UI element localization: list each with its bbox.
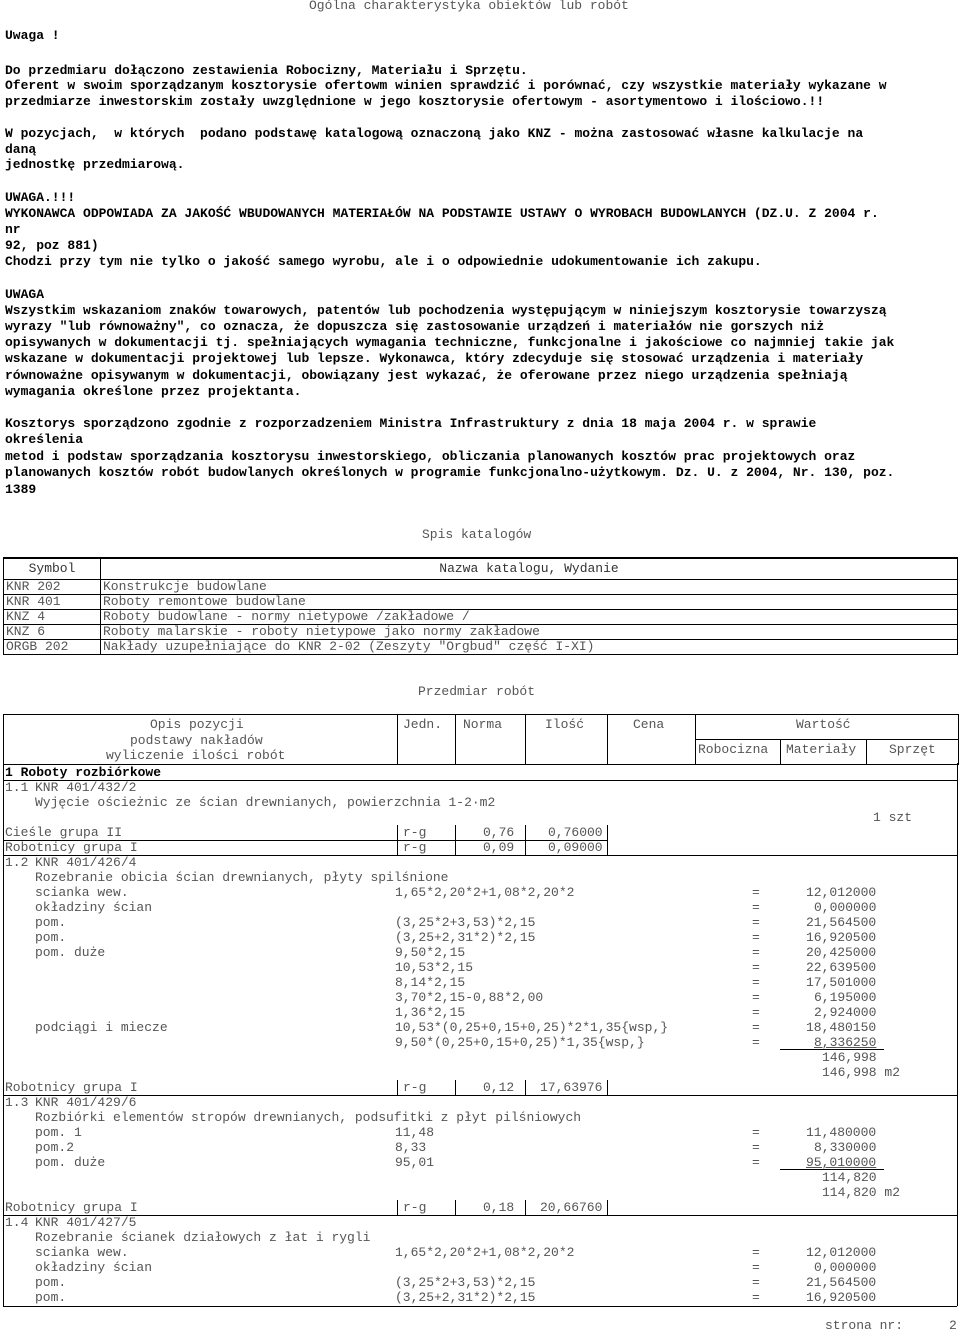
catalog-name: Roboty remontowe budowlane [101, 595, 958, 610]
header-podstawy: podstawy nakładów [130, 733, 263, 748]
item-base: KNR 401/426/4 [35, 855, 137, 870]
labor-norma: 0,18 [483, 1200, 515, 1215]
catalog-row [4, 610, 958, 625]
calc-value: 0,000000 [814, 1260, 877, 1275]
labor-unit: r-g [403, 1080, 427, 1095]
calc-equals: = [752, 1005, 760, 1020]
item-description: Wyjęcie ościeżnic ze ścian drewnianych, powierzchnia 1-2·m2 [35, 795, 496, 810]
header-materialy: Materiały [786, 742, 857, 757]
note-line: wskazane w dokumentacji projektowej lub lepsze. Wykonawca, który zdecyduje się stosować urządzenia i materiały [5, 351, 864, 366]
note-line: UWAGA [5, 287, 45, 302]
labor-unit: r-g [403, 1200, 427, 1215]
calc-expression: (3,25*2+3,53)*2,15 [395, 915, 536, 930]
calc-expression: 1,36*2,15 [395, 1005, 466, 1020]
calc-expression: 8,14*2,15 [395, 975, 466, 990]
calc-value: 12,012000 [806, 885, 877, 900]
calc-sum: 146,998 [822, 1050, 877, 1065]
calc-label: pom. [35, 930, 67, 945]
item-base: KNR 401/429/6 [35, 1095, 137, 1110]
calc-label: scianka wew. [35, 1245, 129, 1260]
item-base: KNR 401/427/5 [35, 1215, 137, 1230]
page-number: 2 [949, 1318, 957, 1333]
calc-equals: = [752, 960, 760, 975]
calc-label: scianka wew. [35, 885, 129, 900]
section-title: 1 Roboty rozbiórkowe [5, 765, 162, 780]
note-line: wyrazy "lub równoważny", co oznacza, że dopuszcza się zastosowanie urządzeń i materiałów nie gorszych niż [5, 319, 825, 334]
catalog-symbol: KNR 401 [4, 595, 101, 610]
calc-equals: = [752, 1245, 760, 1260]
labor-name: Robotnicy grupa I [5, 1080, 138, 1095]
calc-equals: = [752, 1155, 760, 1170]
calc-equals: = [752, 1260, 760, 1275]
labor-ilosc: 20,66760 [540, 1200, 603, 1215]
item-description: Rozebranie ścianek działowych z łat i rygli [35, 1230, 371, 1245]
note-line: jednostkę przedmiarową. [5, 157, 185, 172]
calc-equals: = [752, 1140, 760, 1155]
calc-label: okładziny ścian [35, 1260, 153, 1275]
calc-label: okładziny ścian [35, 900, 153, 915]
catalog-table [3, 557, 958, 655]
calc-label: pom. [35, 915, 67, 930]
calc-expression: 10,53*(0,25+0,15+0,25)*2*1,35{wsp,} [395, 1020, 669, 1035]
calc-equals: = [752, 915, 760, 930]
catalog-name: Konstrukcje budowlane [101, 580, 958, 595]
catalog-header-symbol: Symbol [4, 558, 101, 580]
calc-value: 11,480000 [806, 1125, 877, 1140]
labor-unit: r-g [403, 825, 427, 840]
calc-expression: 11,48 [395, 1125, 435, 1140]
item-description: Rozbiórki elementów stropów drewnianych, podsufitki z płyt pilśniowych [35, 1110, 582, 1125]
calc-value: 20,425000 [806, 945, 877, 960]
calc-label: pom. [35, 1290, 67, 1305]
catalog-row [4, 580, 958, 595]
header-opis: Opis pozycji [150, 717, 244, 732]
item-base: KNR 401/432/2 [35, 780, 137, 795]
labor-norma: 0,12 [483, 1080, 515, 1095]
calc-value: 22,639500 [806, 960, 877, 975]
calc-label: podciągi i miecze [35, 1020, 168, 1035]
calc-expression: (3,25+2,31*2)*2,15 [395, 930, 536, 945]
note-line: planowanych kosztów robót budowlanych określonych w programie funkcjonalno-użytkowym. Dz. U. z 2004, Nr. 130, poz. [5, 465, 895, 480]
header-wartosc: Wartość [796, 717, 851, 732]
item-total: 146,998 m2 [822, 1065, 901, 1080]
calc-equals: = [752, 990, 760, 1005]
note-line: Do przedmiaru dołączono zestawienia Robocizny, Materiału i Sprzętu. [5, 63, 528, 78]
labor-norma: 0,09 [483, 840, 515, 855]
item-number: 1.1 [5, 780, 29, 795]
note-line: 92, poz 881) [5, 238, 99, 253]
warning-heading: Uwaga ! [5, 28, 60, 43]
calc-value: 2,924000 [814, 1005, 877, 1020]
labor-name: Cieśle grupa II [5, 825, 123, 840]
calc-value: 6,195000 [814, 990, 877, 1005]
note-line: Wszystkim wskazaniom znaków towarowych, patentów lub pochodzenia występującym w niniejszym kosztorysie towarzyszą [5, 303, 887, 318]
catalog-row [4, 625, 958, 640]
calc-expression: 8,33 [395, 1140, 427, 1155]
calc-label: pom. duże [35, 945, 106, 960]
item-number: 1.3 [5, 1095, 29, 1110]
calc-equals: = [752, 1035, 760, 1050]
calc-label: pom. 1 [35, 1125, 82, 1140]
calc-value: 16,920500 [806, 1290, 877, 1305]
calc-label: pom. duże [35, 1155, 106, 1170]
calc-equals: = [752, 930, 760, 945]
calc-value: 16,920500 [806, 930, 877, 945]
calc-expression: 1,65*2,20*2+1,08*2,20*2 [395, 885, 575, 900]
note-line: określenia [5, 432, 84, 447]
labor-ilosc: 0,76000 [548, 825, 603, 840]
labor-norma: 0,76 [483, 825, 515, 840]
calc-value: 17,501000 [806, 975, 877, 990]
item-quantity: 1 szt [873, 810, 913, 825]
catalog-name: Nakłady uzupełniające do KNR 2-02 (Zeszyty "Orgbud" część I-XI) [101, 640, 958, 655]
calc-equals: = [752, 885, 760, 900]
note-line: równoważne opisywanym w dokumentacji, obowiązany jest wykazać, że oferowane przez niego urządzenia spełniają [5, 368, 848, 383]
note-line: 1389 [5, 482, 37, 497]
calc-equals: = [752, 1290, 760, 1305]
calc-label: pom.2 [35, 1140, 75, 1155]
page-header-title: Ogólna charakterystyka obiektów lub robót [309, 0, 629, 13]
calc-expression: 95,01 [395, 1155, 435, 1170]
calc-equals: = [752, 975, 760, 990]
note-line: Chodzi przy tym nie tylko o jakość samego wyrobu, ale i o odpowiednie udokumentowanie ich zakupu. [5, 254, 762, 269]
calc-label: pom. [35, 1275, 67, 1290]
header-robocizna: Robocizna [698, 742, 769, 757]
note-line: wymagania określone przez projektanta. [5, 384, 302, 399]
note-line: UWAGA.!!! [5, 190, 76, 205]
note-line: przedmiarze inwestorskim zostały uwzględnione w jego kosztorysie ofertowym - asortymentowo i ilościowo.!! [5, 94, 825, 109]
item-number: 1.2 [5, 855, 29, 870]
calc-expression: (3,25+2,31*2)*2,15 [395, 1290, 536, 1305]
catalog-symbol: KNR 202 [4, 580, 101, 595]
calc-value: 95,010000 [806, 1155, 877, 1170]
calc-expression: (3,25*2+3,53)*2,15 [395, 1275, 536, 1290]
catalog-header-name: Nazwa katalogu, Wydanie [101, 558, 958, 580]
labor-unit: r-g [403, 840, 427, 855]
note-line: nr [5, 222, 21, 237]
labor-name: Robotnicy grupa I [5, 1200, 138, 1215]
header-jedn: Jedn. [403, 717, 443, 732]
calc-sum: 114,820 [822, 1170, 877, 1185]
note-line: metod i podstaw sporządzania kosztorysu inwestorskiego, obliczania planowanych kosztów prac projektowych oraz [5, 449, 856, 464]
calc-value: 8,336250 [814, 1035, 877, 1050]
labor-name: Robotnicy grupa I [5, 840, 138, 855]
note-line: Oferent w swoim sporządzanym kosztorysie ofertowm winien sprawdzić i porównać, czy wszystkie materiały wykazane w [5, 78, 887, 93]
item-total: 114,820 m2 [822, 1185, 901, 1200]
przedmiar-title: Przedmiar robót [418, 684, 536, 699]
labor-ilosc: 0,09000 [548, 840, 603, 855]
note-line: W pozycjach, w których podano podstawę katalogową oznaczoną jako KNZ - można zastosować własne kalkulacje na [5, 126, 864, 141]
catalog-title: Spis katalogów [422, 527, 532, 542]
catalog-symbol: KNZ 6 [4, 625, 101, 640]
catalog-row [4, 595, 958, 610]
calc-expression: 1,65*2,20*2+1,08*2,20*2 [395, 1245, 575, 1260]
note-line: Kosztorys sporządzono zgodnie z rozporzadzeniem Ministra Infrastruktury z dnia 18 maja 2004 r. w sprawie [5, 416, 817, 431]
catalog-symbol: ORGB 202 [4, 640, 101, 655]
labor-ilosc: 17,63976 [540, 1080, 603, 1095]
calc-expression: 9,50*(0,25+0,15+0,25)*1,35{wsp,} [395, 1035, 645, 1050]
item-number: 1.4 [5, 1215, 29, 1230]
calc-value: 0,000000 [814, 900, 877, 915]
header-sprzet: Sprzęt [889, 742, 936, 757]
catalog-name: Roboty malarskie - roboty nietypowe jako normy zakładowe [101, 625, 958, 640]
note-line: daną [5, 142, 37, 157]
header-cena: Cena [633, 717, 665, 732]
catalog-symbol: KNZ 4 [4, 610, 101, 625]
catalog-row [4, 640, 958, 655]
calc-equals: = [752, 900, 760, 915]
calc-equals: = [752, 945, 760, 960]
calc-value: 12,012000 [806, 1245, 877, 1260]
header-ilosc: Ilość [545, 717, 585, 732]
page-number-label: strona nr: [825, 1318, 904, 1333]
catalog-name: Roboty budowlane - normy nietypowe /zakładowe / [101, 610, 958, 625]
calc-equals: = [752, 1275, 760, 1290]
calc-value: 18,480150 [806, 1020, 877, 1035]
note-line: opisywanych w dokumentacji tj. spełniających wymagania techniczne, funkcjonalne i jakościowe co najmniej takie jak [5, 335, 895, 350]
header-wyliczenie: wyliczenie ilości robót [106, 748, 286, 763]
calc-value: 21,564500 [806, 915, 877, 930]
note-line: WYKONAWCA ODPOWIADA ZA JAKOŚĆ WBUDOWANYCH MATERIAŁÓW NA PODSTAWIE USTAWY O WYROBACH BUDOWLANYCH (DZ.U. Z 2004 r. [5, 206, 879, 221]
calc-equals: = [752, 1125, 760, 1140]
item-description: Rozebranie obicia ścian drewnianych, płyty spilśnione [35, 870, 449, 885]
calc-expression: 9,50*2,15 [395, 945, 466, 960]
calc-expression: 10,53*2,15 [395, 960, 474, 975]
calc-value: 21,564500 [806, 1275, 877, 1290]
calc-equals: = [752, 1020, 760, 1035]
calc-expression: 3,70*2,15-0,88*2,00 [395, 990, 544, 1005]
header-norma: Norma [463, 717, 503, 732]
calc-value: 8,330000 [814, 1140, 877, 1155]
